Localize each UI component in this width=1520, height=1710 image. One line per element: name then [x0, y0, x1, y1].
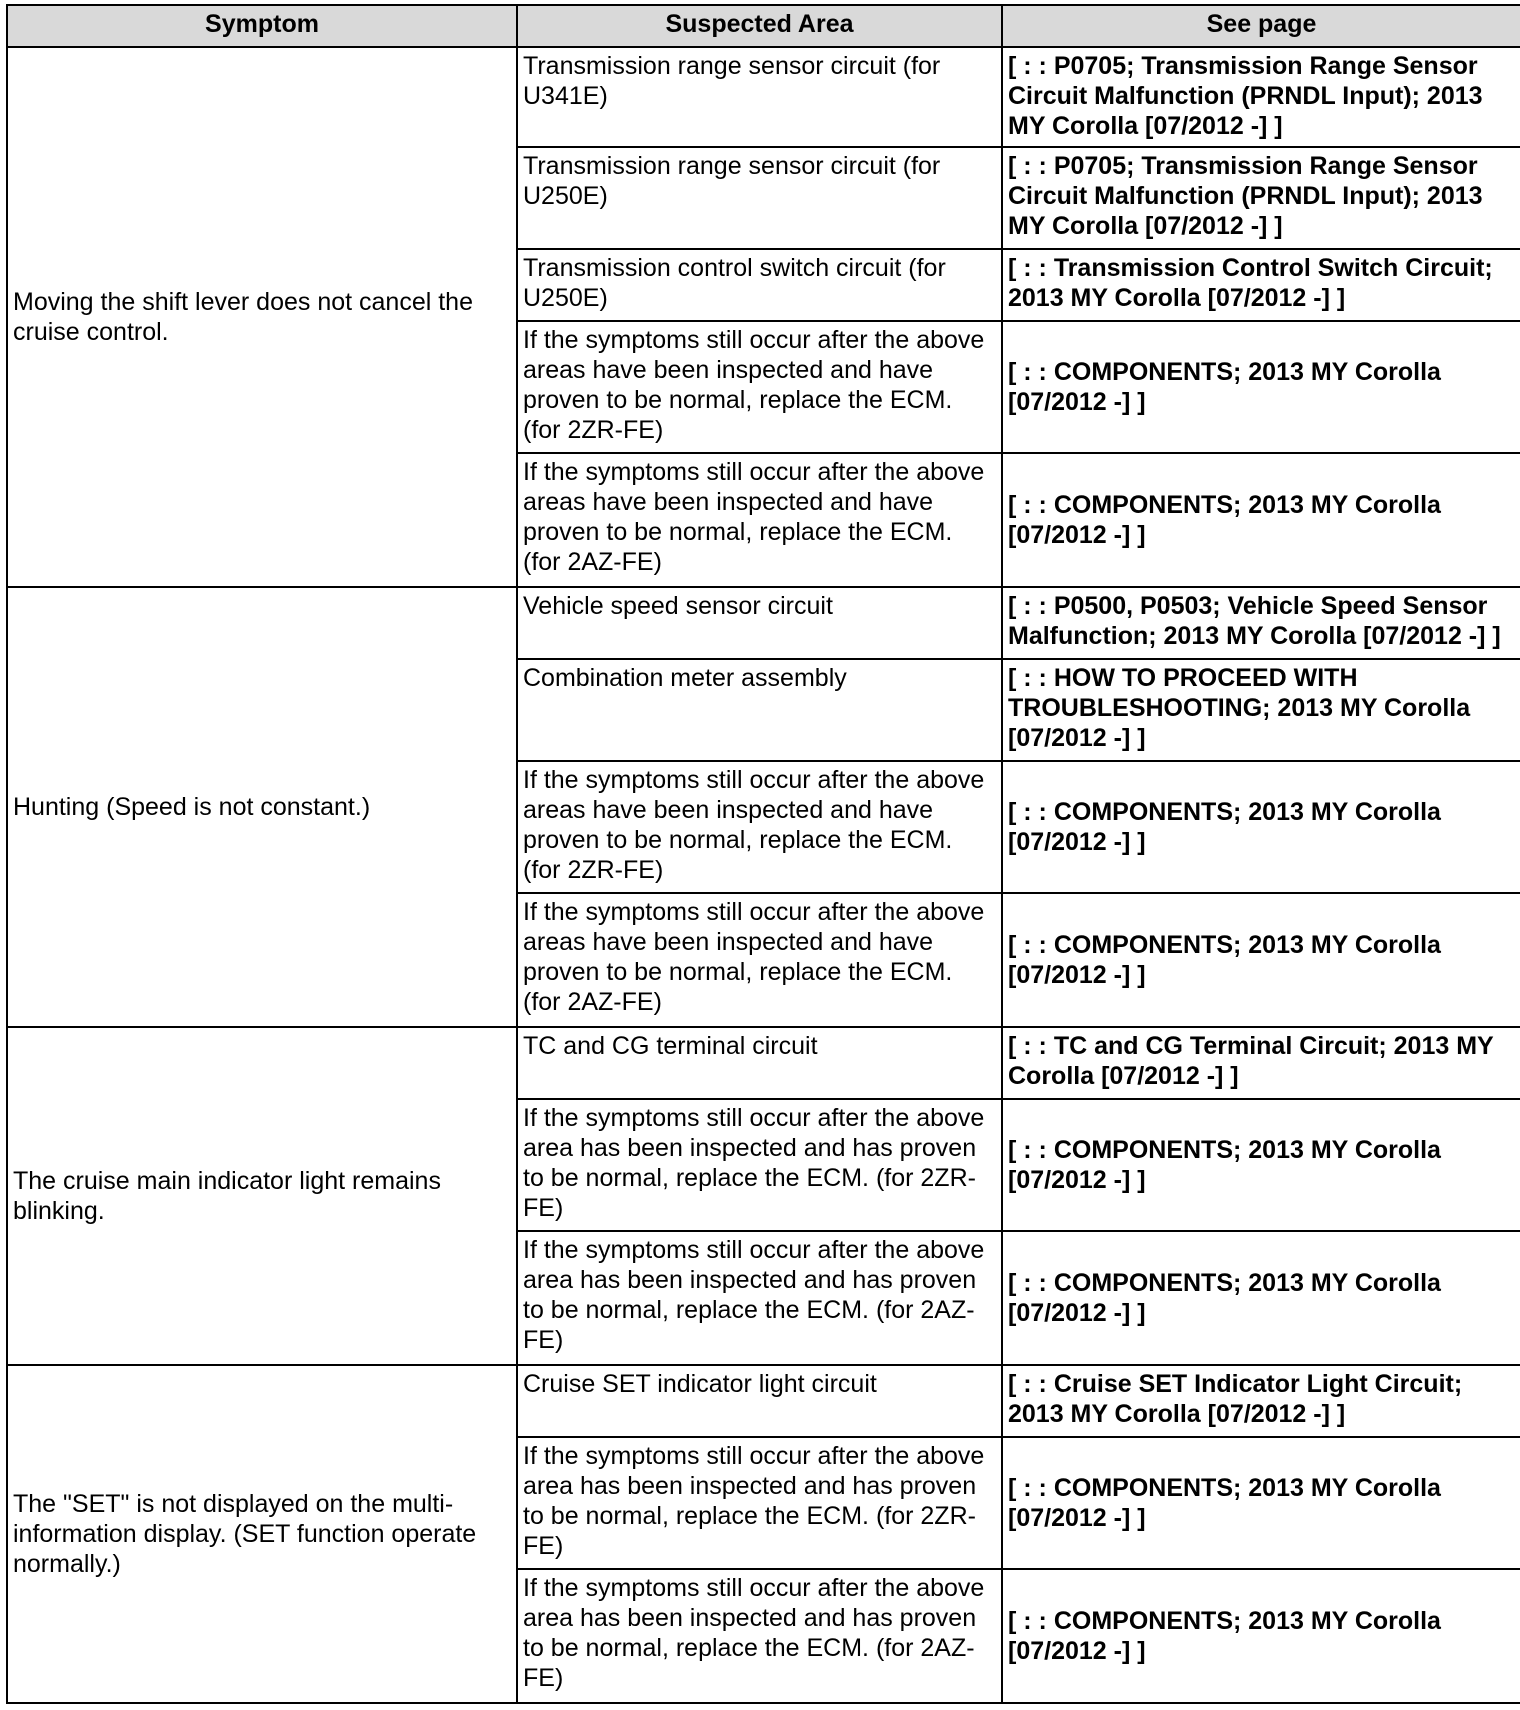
suspected-area-cell: Vehicle speed sensor circuit [517, 587, 1002, 659]
see-page-link[interactable]: [ : : Cruise SET Indicator Light Circuit; 2013 MY Corolla [07/2012 -] ] [1002, 1365, 1520, 1437]
suspected-area-cell: If the symptoms still occur after the above areas have been inspected and have proven to be normal, replace the ECM. (for 2ZR-FE) [517, 761, 1002, 893]
see-page-link[interactable]: [ : : COMPONENTS; 2013 MY Corolla [07/2012 -] ] [1002, 453, 1520, 587]
see-page-link[interactable]: [ : : P0705; Transmission Range Sensor Circuit Malfunction (PRNDL Input); 2013 MY Corolla [07/2012 -] ] [1002, 47, 1520, 147]
suspected-area-cell: If the symptoms still occur after the above area has been inspected and has proven to be normal, replace the ECM. (for 2ZR-FE) [517, 1437, 1002, 1569]
see-page-link[interactable]: [ : : COMPONENTS; 2013 MY Corolla [07/2012 -] ] [1002, 1437, 1520, 1569]
table-row [7, 587, 1520, 659]
suspected-area-cell: If the symptoms still occur after the above areas have been inspected and have proven to be normal, replace the ECM. (for 2AZ-FE) [517, 453, 1002, 587]
see-page-link[interactable]: [ : : P0705; Transmission Range Sensor Circuit Malfunction (PRNDL Input); 2013 MY Corolla [07/2012 -] ] [1002, 147, 1520, 249]
table-row [7, 1027, 1520, 1099]
see-page-link[interactable]: [ : : COMPONENTS; 2013 MY Corolla [07/2012 -] ] [1002, 1231, 1520, 1365]
see-page-link[interactable]: [ : : P0500, P0503; Vehicle Speed Sensor Malfunction; 2013 MY Corolla [07/2012 -] ] [1002, 587, 1520, 659]
symptom-cell: Hunting (Speed is not constant.) [7, 587, 517, 1027]
suspected-area-cell: Transmission control switch circuit (for U250E) [517, 249, 1002, 321]
see-page-link[interactable]: [ : : COMPONENTS; 2013 MY Corolla [07/2012 -] ] [1002, 1099, 1520, 1231]
suspected-area-cell: If the symptoms still occur after the above areas have been inspected and have proven to be normal, replace the ECM. (for 2AZ-FE) [517, 893, 1002, 1027]
header-suspected-area: Suspected Area [517, 5, 1002, 47]
see-page-link[interactable]: [ : : Transmission Control Switch Circuit; 2013 MY Corolla [07/2012 -] ] [1002, 249, 1520, 321]
suspected-area-cell: If the symptoms still occur after the above area has been inspected and has proven to be normal, replace the ECM. (for 2AZ-FE) [517, 1569, 1002, 1703]
see-page-link[interactable]: [ : : COMPONENTS; 2013 MY Corolla [07/2012 -] ] [1002, 1569, 1520, 1703]
suspected-area-cell: Transmission range sensor circuit (for U341E) [517, 47, 1002, 147]
symptom-cell: The "SET" is not displayed on the multi-information display. (SET function operate normally.) [7, 1365, 517, 1703]
table-row [7, 47, 1520, 147]
see-page-link[interactable]: [ : : COMPONENTS; 2013 MY Corolla [07/2012 -] ] [1002, 761, 1520, 893]
suspected-area-cell: Cruise SET indicator light circuit [517, 1365, 1002, 1437]
see-page-link[interactable]: [ : : COMPONENTS; 2013 MY Corolla [07/2012 -] ] [1002, 893, 1520, 1027]
table-row [7, 1365, 1520, 1437]
suspected-area-cell: Transmission range sensor circuit (for U250E) [517, 147, 1002, 249]
header-see-page: See page [1002, 5, 1520, 47]
see-page-link[interactable]: [ : : TC and CG Terminal Circuit; 2013 MY Corolla [07/2012 -] ] [1002, 1027, 1520, 1099]
symptom-cell: Moving the shift lever does not cancel the cruise control. [7, 47, 517, 587]
suspected-area-cell: Combination meter assembly [517, 659, 1002, 761]
suspected-area-cell: If the symptoms still occur after the above areas have been inspected and have proven to be normal, replace the ECM. (for 2ZR-FE) [517, 321, 1002, 453]
see-page-link[interactable]: [ : : HOW TO PROCEED WITH TROUBLESHOOTING; 2013 MY Corolla [07/2012 -] ] [1002, 659, 1520, 761]
suspected-area-cell: If the symptoms still occur after the above area has been inspected and has proven to be normal, replace the ECM. (for 2ZR-FE) [517, 1099, 1002, 1231]
suspected-area-cell: TC and CG terminal circuit [517, 1027, 1002, 1099]
troubleshooting-table [6, 4, 1520, 1704]
header-row [7, 5, 1520, 47]
suspected-area-cell: If the symptoms still occur after the above area has been inspected and has proven to be normal, replace the ECM. (for 2AZ-FE) [517, 1231, 1002, 1365]
symptom-cell: The cruise main indicator light remains blinking. [7, 1027, 517, 1365]
see-page-link[interactable]: [ : : COMPONENTS; 2013 MY Corolla [07/2012 -] ] [1002, 321, 1520, 453]
header-symptom: Symptom [7, 5, 517, 47]
